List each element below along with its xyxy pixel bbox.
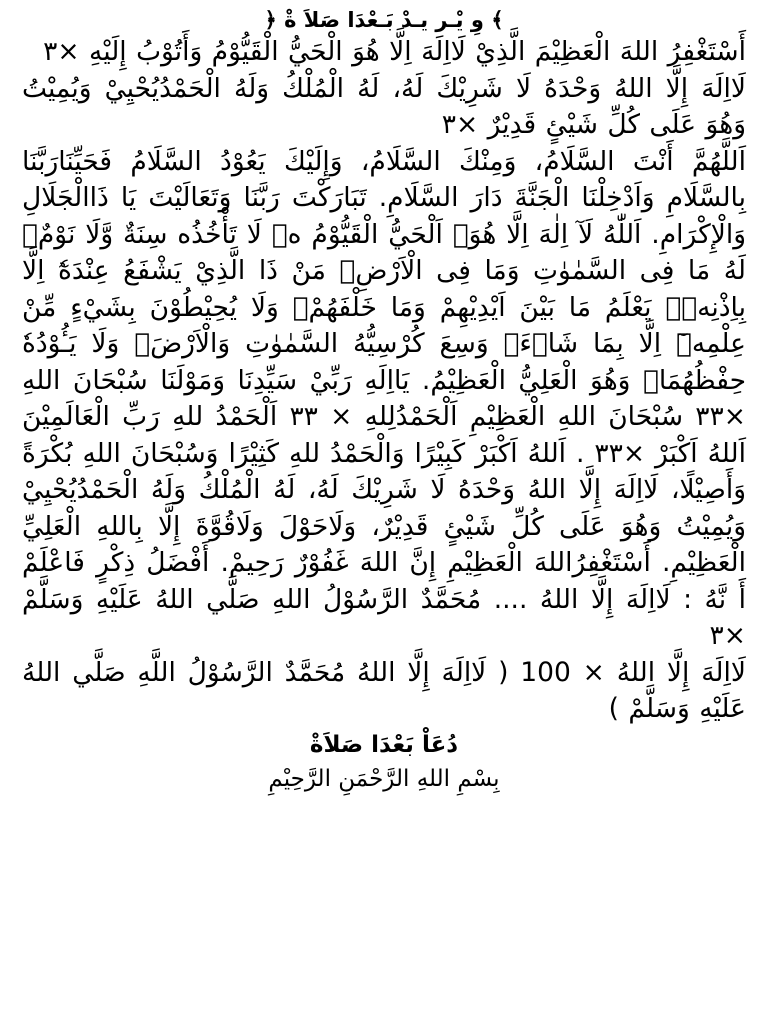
dua-heading: دُعَاْ بَعْدَا صَلاَةْ [309, 731, 459, 758]
document-page [22, 6, 746, 1024]
tahlil-paragraph: لَااِلَهَ إِلَّا اللهُ وَحْدَهُ لَا شَرِيْكَ لَهُ، لَهُ الْمُلْكُ وَلَهُ الْحَمْدُيُحْيِيْ وَيُمِيْتُ وَهُوَ عَلَى كُلِّ شَيْئٍ قَدِيْرٌ ×٣ [22, 72, 746, 140]
wird-heading: ﴾ وِ يْـر يـدْ بَـعْدَا صَلاَ ةْ ﴿ [264, 8, 504, 32]
tahlil-hundred-paragraph: لَااِلَهَ إِلَّا اللهُ × 100 ( لَااِلَهَ إِلَّا اللهُ مُحَمَّدٌ الرَّسُوْلُ اللَّهِ صَلَّي اللهُ عَلَيْهِ وَسَلَّمْ ) [22, 656, 746, 724]
basmala-line: بِسْمِ اللهِ الرَّحْمَنِ الرَّحِيْمِ [268, 765, 500, 792]
dhikr-main-paragraph: اَللَّهُمَّ أَنْتَ السَّلَامُ، وَمِنْكَ السَّلَامُ، وَإِلَيْكَ يَعُوْدُ السَّلَامُ فَحَيِّنَارَبَّنَا بِالسَّلَامِ وَاَدْخِلْنَا الْجَنَّةَ دَارَ السَّلَامِ. تَبَارَكْتَ رَبَّنَا وَتَعَالَيْتَ يَا ذَاالْجَلَالِ وَالْإِكْرَامِ. اَللّٰهُ لَآ اِلٰهَ اِلَّا هُوَۚ اَلْحَيُّ الْقَيُّوْمُ ەۚ لَا تَأْخُذُه سِنَةٌ وَّلَا نَوْمٌۗ لَهُ مَا فِى السَّمٰوٰتِ وَمَا فِى الْاَرْضِۗ مَنْ ذَا الَّذِيْ يَشْفَعُ عِنْدَهٗٓ اِلَّا بِاِذْنِهٖۗ يَعْلَمُ مَا بَيْنَ اَيْدِيْهِمْ وَمَا خَلْفَهُمْۚ وَلَا يُحِيْطُوْنَ بِشَيْءٍ مِّنْ عِلْمِهٖٓ اِلَّا بِمَا شَاۤءَۚ وَسِعَ كُرْسِيُّهُ السَّمٰوٰتِ وَالْاَرْضَۚ وَلَا يَـُٔوْدُهٗ حِفْظُهُمَاۚ وَهُوَ الْعَلِيُّ الْعَظِيْمُ. يَااِلَهِ رَبِّيْ سَيِّدِنَا وَمَوْلَنَا سُبْحَانَ اللهِ ×٣٣ سُبْحَانَ اللهِ الْعَظِيْمِ اَلْحَمْدُلِلهِ × ٣٣ اَلْحَمْدُ للهِ رَبِّ الْعَالَمِيْنَ اَللهُ اَكْبَرْ ×٣٣ . اَللهُ اَكْبَرْ كَبِيْرًا وَالْحَمْدُ للهِ كَثِيْرًا وَسُبْحَانَ اللهِ بُكْرَةً وَأَصِيْلًا، لَااِلَهَ إِلَّا اللهُ وَحْدَهُ لَا شَرِيْكَ لَهُ، لَهُ الْمُلْكُ وَلَهُ الْحَمْدُيُحْيِيْ وَيُمِيْتُ وَهُوَ عَلَى كُلِّ شَيْئٍ قَدِيْرٌ، وَلَاحَوْلَ وَلَاقُوَّةَ إِلَّا بِاللهِ الْعَلِيِّ الْعَظِيْمِ. أَسْتَغْفِرُاللهَ الْعَظِيْمِ إِنَّ اللهَ غَفُوْرٌ رَحِيمْ. أَفْضَلُ ذِكْرٍ فَاعْلَمْ أَ نَّهُ : لَااِلَهَ إِلَّا اللهُ .... مُحَمَّدٌ الرَّسُوْلُ اللهِ صَلَّي اللهُ عَلَيْهِ وَسَلَّمْ ×٣ [22, 145, 746, 651]
istighfar-paragraph: أَسْتَغْفِرُ اللهَ الْعَظِيْمَ الَّذِيْ لَااِلَهَ اِلَّا هُوَ الْحَيُّ الْقَيُّوْمُ وَأَتُوْبُ إِلَيْهِ ×٣ [43, 36, 746, 67]
